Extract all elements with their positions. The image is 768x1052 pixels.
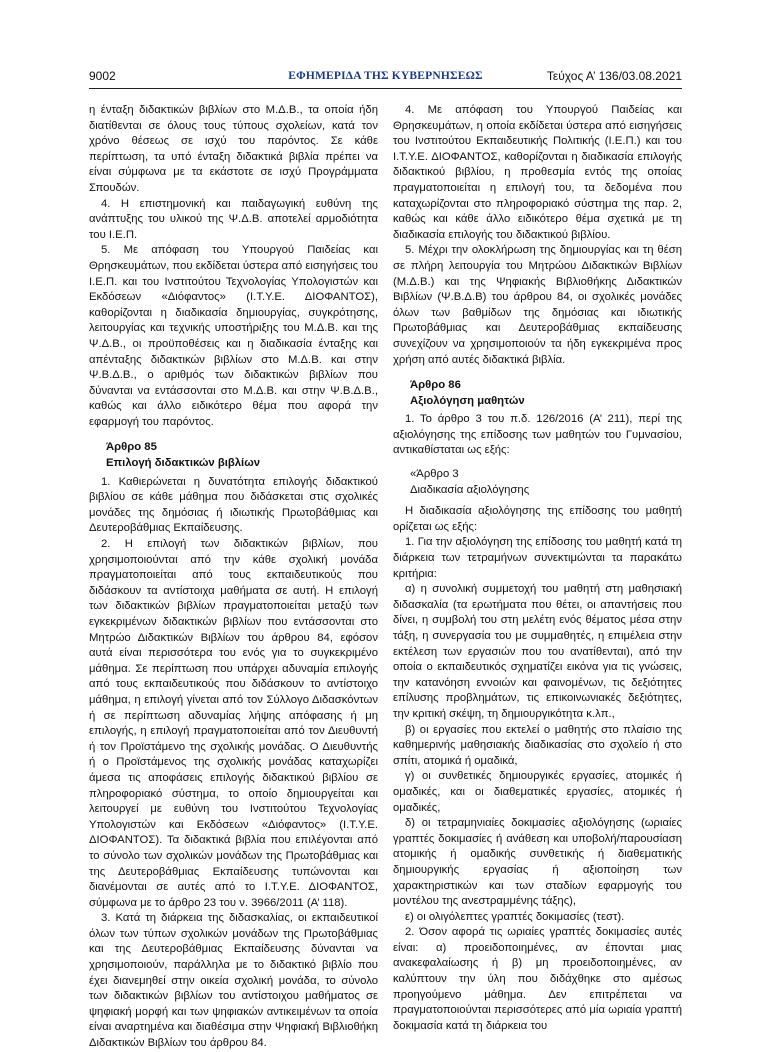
paragraph: α) η συνολική συμμετοχή του μαθητή στη μαθησιακή διδασκαλία (τα ερωτήματα που θέτει, οι απαντήσεις που δίνει, η συμβολή του στη μελέτη ενός θέματος μέσα στην τάξη, η συνεργασία του με συμμαθητές, η επιμέλεια στην εκτέλεση των εργασιών που του ανατίθενται), από την οποία ο εκπαιδευτικός σχηματίζει εικόνα για τις γνώσεις, την κατανόηση εννοιών και φαινομένων, τις δεξιότητες επίλυσης προβλημάτων, τις επικοινωνιακές δεξιότητες, την κριτική σκέψη, τη δημιουργικότητα κ.λπ., — [393, 583, 682, 720]
left-column — [89, 103, 378, 1050]
issue-reference: Τεύχος Α’ 136/03.08.2021 — [546, 69, 682, 83]
paragraph: 2. Η επιλογή των διδακτικών βιβλίων, που χρησιμοποιούνται από την κάθε σχολική μονάδα πραγματοποιείται από τους εκπαιδευτικούς που διδάσκουν τα αντίστοιχα μαθήματα σε αυτή. Η επιλογή των διδακτικών βιβλίων πραγματοποιείται μεταξύ των εγκεκριμένων διδακτικών βιβλίων που εντάσσονται στο Μητρώο Διδακτικών Βιβλίων του άρθρου 84, εφόσον αυτά είναι περισσότερα του ενός για το συγκεκριμένο μάθημα. Σε περίπτωση που υπάρχει αδυναμία επιλογής από τους εκπαιδευτικούς που διδάσκουν το αντίστοιχο μάθημα, η επιλογή γίνεται από τον Σύλλογο Διδασκόντων ή σε περίπτωση αδυναμίας λήψης απόφασης ή μη επιλογής, η επιλογή πραγματοποιείται από τον Διευθυντή ή τον Προϊστάμενο της σχολικής μονάδας. Ο Διευθυντής ή ο Προϊστάμενος της σχολικής μονάδας καταχωρίζει άμεσα τις αποφάσεις επιλογής διδακτικού βιβλίου σε πληροφοριακό σύστημα, το οποίο δημιουργείται και λειτουργεί με ευθύνη του Ινστιτούτου Τεχνολογίας Υπολογιστών και Εκδόσεων «Διόφαντος» (Ι.Τ.Υ.Ε. ΔΙΟΦΑΝΤΟΣ). Τα διδακτικά βιβλία που επιλέγονται από το σύνολο των σχολικών μονάδων της Πρωτοβάθμιας και της Δευτεροβάθμιας Εκπαίδευσης τυπώνονται και διανέμονται σε αυτές από το Ι.Τ.Υ.Ε. ΔΙΟΦΑΝΤΟΣ, σύμφωνα με το άρθρο 23 του ν. 3966/2011 (Α’ 118). — [89, 538, 378, 909]
gazette-title: ΕΦΗΜΕΡΙΔΑ ΤΗΣ ΚΥΒΕΡΝΗΣΕΩΣ — [288, 70, 483, 82]
article-title: Αξιολόγηση μαθητών — [410, 394, 525, 407]
paragraph: 1. Το άρθρο 3 του π.δ. 126/2016 (Α’ 211), περί της αξιολόγησης της επίδοσης των μαθητών του Γυμνασίου, αντικαθίσταται ως εξής: — [393, 413, 682, 457]
article-86-heading — [410, 378, 682, 409]
article-85-heading — [106, 440, 378, 471]
paragraph: ε) οι ολιγόλεπτες γραπτές δοκιμασίες (τεστ). — [405, 910, 625, 923]
paragraph: 5. Με απόφαση του Υπουργού Παιδείας και Θρησκευμάτων, που εκδίδεται ύστερα από εισηγήσεις του Ι.Ε.Π. και του Ινστιτούτου Τεχνολογίας Υπολογιστών και Εκδόσεων «Διόφαντος» (Ι.Τ.Υ.Ε. ΔΙΟΦΑΝΤΟΣ), καθορίζονται η διαδικασία δημιουργίας, συγκρότησης, λειτουργίας και τεχνικής υποστήριξης του Μ.Δ.Β. και της Ψ.Δ.Β., οι προϋποθέσεις και η διαδικασία ένταξης και απένταξης διδακτικών βιβλίων στο Μ.Δ.Β. και στην Ψ.Β.Δ.Β., ο αριθμός των διδακτικών βιβλίων που δύνανται να εντάσσονται στο Μ.Δ.Β. και στην Ψ.Β.Δ.Β., καθώς και άλλο ειδικότερο θέμα που αφορά την εφαρμογή του παρόντος. — [89, 244, 378, 428]
paragraph: 4. Με απόφαση του Υπουργού Παιδείας και Θρησκευμάτων, η οποία εκδίδεται ύστερα από εισηγήσεις του Ινστιτούτου Εκπαιδευτικής Πολιτικής (Ι.Ε.Π.) και του Ι.Τ.Υ.Ε. ΔΙΟΦΑΝΤΟΣ, καθορίζονται η διαδικασία επιλογής διδακτικού βιβλίου, η προθεσμία εντός της οποίας πραγματοποιείται η επιλογή του, τα δεδομένα που καταχωρίζονται στο πληροφοριακό σύστημα της παρ. 2, καθώς και κάθε άλλο ειδικότερο θέμα σχετικά με τη διαδικασία επιλογής του διδακτικού βιβλίου. — [393, 104, 682, 241]
paragraph: γ) οι συνθετικές δημιουργικές εργασίες, ατομικές ή ομαδικές, και οι διαθεματικές εργασίες, ατομικές ή ομαδικές, — [393, 770, 682, 814]
paragraph: 5. Μέχρι την ολοκλήρωση της δημιουργίας και τη θέση σε πλήρη λειτουργία του Μητρώου Διδακτικών Βιβλίων (Μ.Δ.Β.) και της Ψηφιακής Βιβλιοθήκης Διδακτικών Βιβλίων (Ψ.Β.Δ.Β) του άρθρου 84, οι σχολικές μονάδες όλων των βαθμίδων της δημόσιας και ιδιωτικής Πρωτοβάθμιας και Δευτεροβάθμιας εκπαίδευσης συνεχίζουν να χρησιμοποιούν τα ήδη εγκεκριμένα προς χρήση από αυτές διδακτικά βιβλία. — [393, 244, 682, 366]
quoted-article-heading — [410, 467, 682, 498]
paragraph: 3. Κατά τη διάρκεια της διδασκαλίας, οι εκπαιδευτικοί όλων των τύπων σχολικών μονάδων της Πρωτοβάθμιας και της Δευτεροβάθμιας Εκπαίδευσης δύνανται να χρησιμοποιούν, παράλληλα με το διδακτικό βιβλίο που έχει διανεμηθεί στην οικεία σχολική μονάδα, το σύνολο των διδακτικών βιβλίων του αντίστοιχου μαθήματος σε ψηφιακή μορφή και των ψηφιακών αντικειμένων τα οποία είναι αναρτημένα και διαθέσιμα στην Ψηφιακή Βιβλιοθήκη Διδακτικών Βιβλίων του άρθρου 84. — [89, 912, 378, 1050]
article-number: Άρθρο 86 — [410, 379, 461, 392]
quoted-article-title: Διαδικασία αξιολόγησης — [410, 483, 530, 496]
page-number: 9002 — [89, 69, 116, 83]
article-number: Άρθρο 85 — [106, 441, 157, 454]
paragraph: δ) οι τετραμηνιαίες δοκιμασίες αξιολόγησης (ωριαίες γραπτές δοκιμασίες ή ανάθεση και υποβολή/παρουσίαση ατομικής ή ομαδικής συνθετικής ή διαθεματικής δημιουργικής εργασίας ή αξιοποίηση των χαρακτηριστικών και των σταδίων εφαρμογής του μοντέλου της ανεστραμμένης τάξης), — [393, 817, 682, 908]
quoted-article-number: «Άρθρο 3 — [410, 468, 459, 481]
paragraph: 2. Όσον αφορά τις ωριαίες γραπτές δοκιμασίες αυτές είναι: α) προειδοποιημένες, αν έπονται μιας ανακεφαλαίωσης ή β) μη προειδοποιημένες, αν καλύπτουν την ύλη που διδάχθηκε στο αμέσως προηγούμενο μάθημα. Δεν επιτρέπεται να πραγματοποιούνται περισσότερες από μία ωριαία γραπτή δοκιμασία κατά τη διάρκεια του — [393, 926, 682, 1032]
page-header — [89, 66, 682, 86]
right-column — [393, 103, 682, 1032]
paragraph: 4. Η επιστημονική και παιδαγωγική ευθύνη της ανάπτυξης του υλικού της Ψ.Δ.Β. αποτελεί αρμοδιότητα του Ι.Ε.Π. — [89, 197, 378, 241]
paragraph: 1. Καθιερώνεται η δυνατότητα επιλογής διδακτικού βιβλίου σε κάθε μάθημα που διδάσκεται στις σχολικές μονάδες της δημόσιας ή ιδιωτικής Πρωτοβάθμιας και Δευτεροβάθμιας Εκπαίδευσης. — [89, 475, 378, 535]
article-title: Επιλογή διδακτικών βιβλίων — [106, 457, 261, 470]
paragraph: β) οι εργασίες που εκτελεί ο μαθητής στο πλαίσιο της καθημερινής μαθησιακής διαδικασίας στο σχολείο ή στο σπίτι, ατομικά ή ομαδικά, — [393, 723, 682, 767]
paragraph: η ένταξη διδακτικών βιβλίων στο Μ.Δ.Β., τα οποία ήδη διατίθενται σε όλους τους τύπους σχολείων, κατά τον χρόνο θέσεως σε ισχύ του παρόντος. Σε κάθε περίπτωση, τα υπό ένταξη διδακτικά βιβλία πρέπει να είναι σύμφωνα με τα εκάστοτε σε ισχύ Προγράμματα Σπουδών. — [89, 104, 378, 194]
header-divider — [89, 88, 682, 89]
paragraph: Η διαδικασία αξιολόγησης της επίδοσης του μαθητή ορίζεται ως εξής: — [393, 505, 682, 533]
paragraph: 1. Για την αξιολόγηση της επίδοσης του μαθητή κατά τη διάρκεια των τετραμήνων συνεκτιμώνται τα παρακάτω κριτήρια: — [393, 536, 682, 580]
